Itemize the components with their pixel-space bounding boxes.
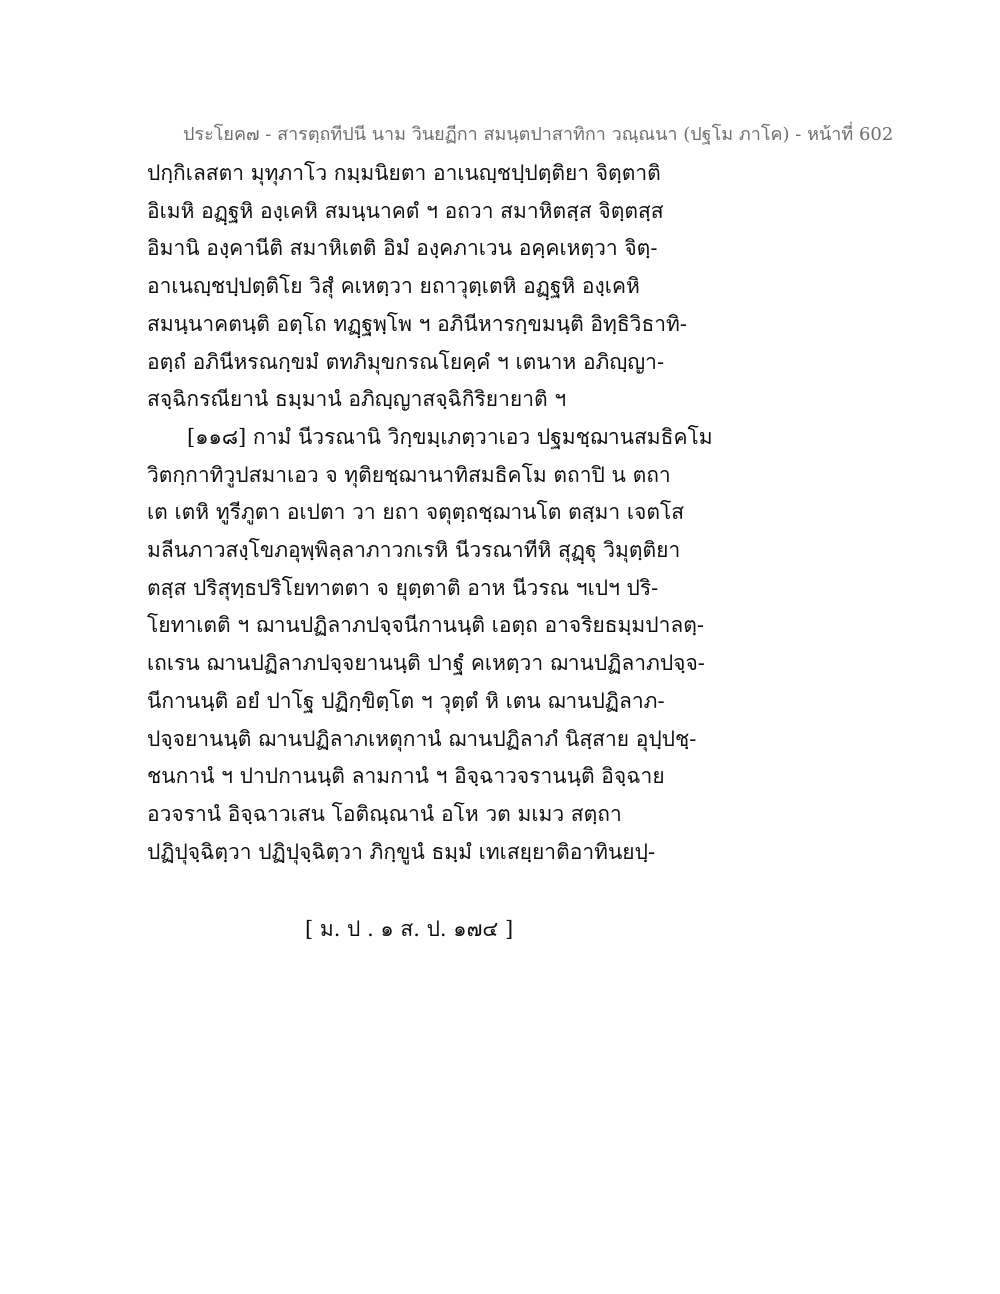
running-header: ประโยค๗ - สารตฺถทีปนี นาม วินยฏีกา สมนฺตปาสาทิกา วณฺณนา (ปฐโม ภาโค) - หน้าที่ 602 [183, 124, 894, 145]
text-line: เต เตหิ ทูรีภูตา อเปตา วา ยถา จตุตฺถชฺฌานโต ตสฺมา เจตโส [147, 500, 685, 525]
body-text [147, 155, 747, 871]
paragraph-start-line: [๑๑๘] กามํ นีวรณานิ วิกฺขมฺเภตฺวาเอว ปฐมชฺฌานสมธิคโม [187, 424, 713, 449]
text-line: มลีนภาวสงฺโขภอุพฺพิลฺลาภาวกเรหิ นีวรณาทีหิ สุฏฺฐุ วิมุตฺติยา [147, 538, 681, 563]
text-line: นีกานนฺติ อยํ ปาโฐ ปฏิกฺขิตฺโต ฯ วุตฺตํ หิ เตน ฌานปฏิลาภ- [147, 688, 665, 713]
text-line: อวจรานํ อิจฺฉาวเสน โอติณฺณานํ อโห วต มเมว สตฺถา [147, 801, 622, 826]
text-line: อตฺถํ อภินีหรณกฺขมํ ตทภิมุขกรณโยคฺคํ ฯ เตนาห อภิญฺญา- [147, 349, 665, 374]
text-line: ปฏิปุจฺฉิตฺวา ปฏิปุจฺฉิตฺวา ภิกฺขูนํ ธมฺมํ เทเสยฺยาติอาทินยปฺ- [147, 839, 656, 864]
text-line: ตสฺส ปริสุทฺธปริโยทาตตา จ ยุตฺตาติ อาห นีวรณ ฯเปฯ ปริ- [147, 575, 659, 600]
text-line: อาเนญฺชปฺปตฺติโย วิสุํ คเหตฺวา ยถาวุตฺเตหิ อฏฺฐหิ องฺเคหิ [147, 274, 640, 299]
text-line: สมนฺนาคตนฺติ อตฺโถ ทฏฺฐพฺโพ ฯ อภินีหารกฺขมนฺติ อิทฺธิวิธาทิ- [147, 311, 687, 336]
text-line: โยทาเตติ ฯ ฌานปฏิลาภปจฺจนีกานนฺติ เอตฺถ อาจริยธมฺมปาลตฺ- [147, 613, 705, 638]
text-line: ชนกานํ ฯ ปาปกานนฺติ ลามกานํ ฯ อิจฺฉาวจรานนฺติ อิจฺฉาย [147, 764, 665, 789]
text-line: ปจฺจยานนฺติ ฌานปฏิลาภเหตุกานํ ฌานปฏิลาภํ นิสฺสาย อุปฺปชฺ- [147, 726, 697, 751]
text-line: สจฺฉิกรณียานํ ธมฺมานํ อภิญฺญาสจฺฉิกิริยายาติ ฯ [147, 387, 567, 412]
text-line: เถเรน ฌานปฏิลาภปจฺจยานนฺติ ปาฐํ คเหตฺวา ฌานปฏิลาภปจฺจ- [147, 651, 705, 676]
page-reference: [ ม. ป . ๑ ส. ป. ๑๗๔ ] [305, 917, 514, 941]
text-line: อิเมหิ อฏฺฐหิ องฺเคหิ สมนฺนาคตํ ฯ อถวา สมาหิตสฺส จิตฺตสฺส [147, 198, 664, 223]
text-line: ปกฺกิเลสตา มุทุภาโว กมฺมนิยตา อาเนญฺชปฺปตฺติยา จิตฺตาติ [147, 161, 661, 185]
text-line: วิตกฺกาทิวูปสมาเอว จ ทุติยชฺฌานาทิสมธิคโม ตถาปิ น ตถา [147, 462, 671, 487]
text-line: อิมานิ องฺคานีติ สมาหิเตติ อิมํ องฺคภาเวน อคฺคเหตฺวา จิตฺ- [147, 236, 658, 261]
